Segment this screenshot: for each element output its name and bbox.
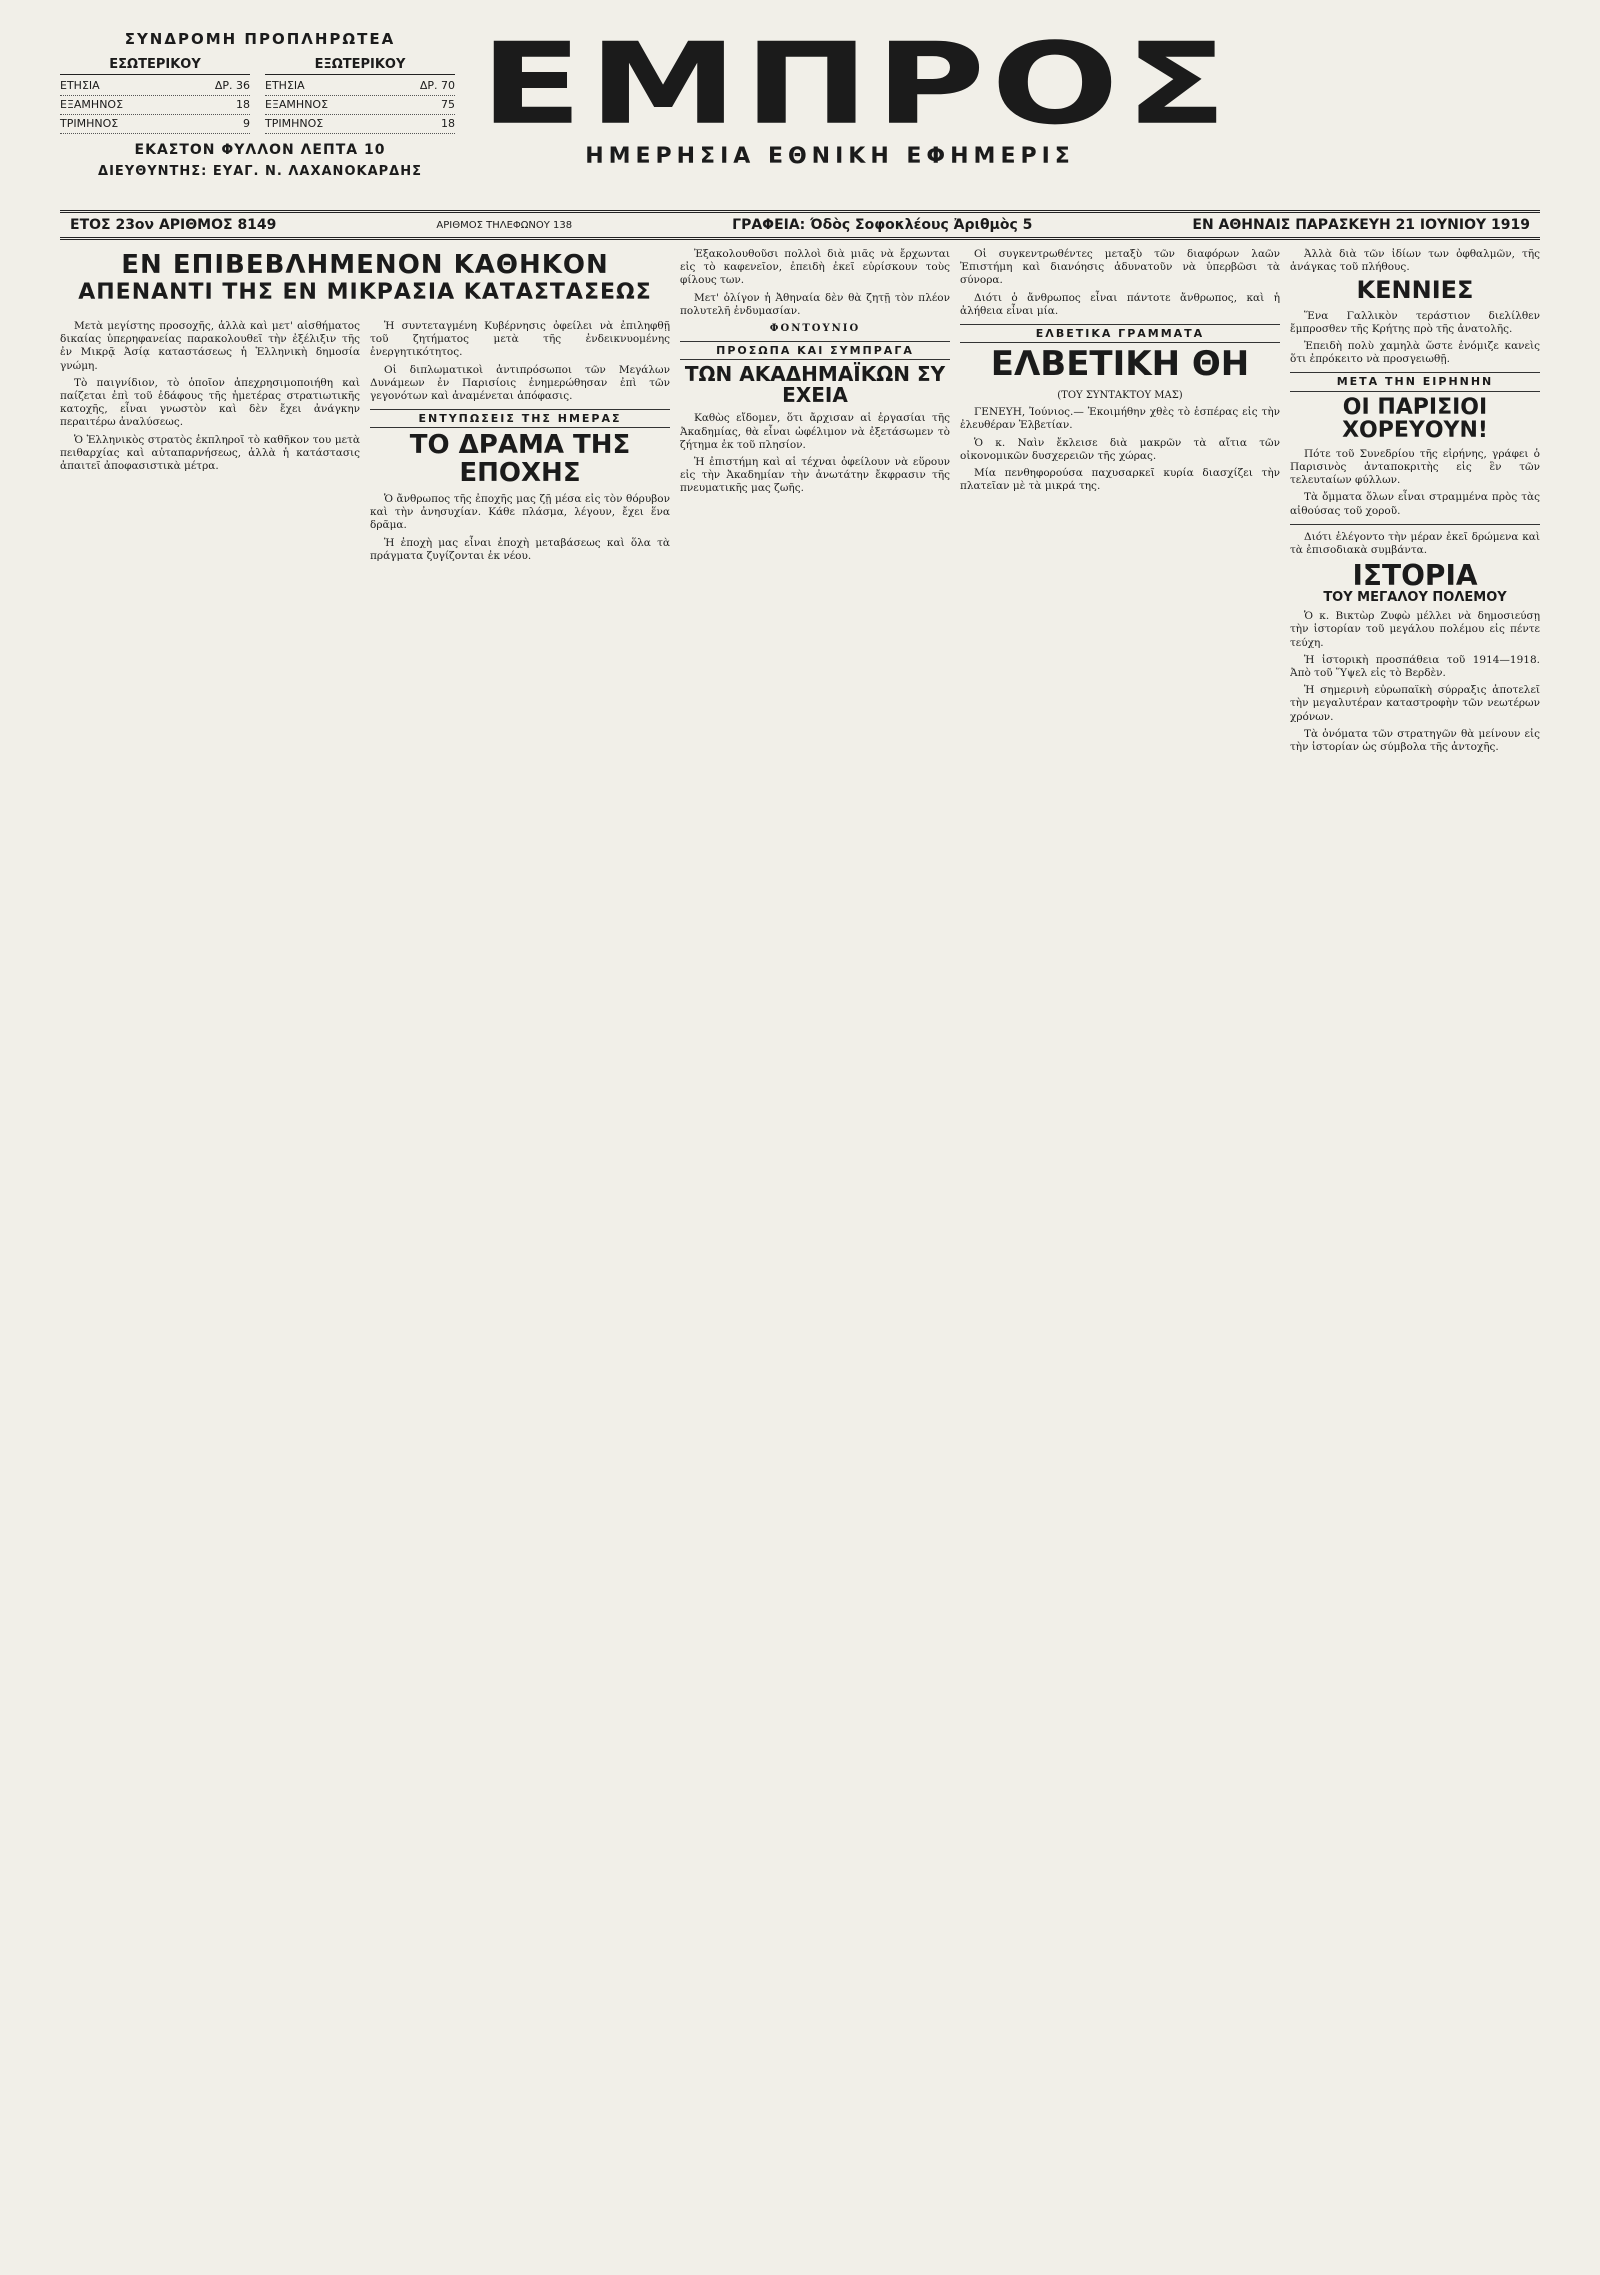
article-paragraph: Ἀλλὰ διὰ τῶν ἰδίων των ὀφθαλμῶν, τῆς ἀνάγκας τοῦ πλήθους. [1290,248,1540,274]
issue-number: ΕΤΟΣ 23ον ΑΡΙΘΜΟΣ 8149 [70,217,277,233]
column-2 [370,320,670,2260]
rate-row [265,115,455,134]
article-headline: ΟΙ ΠΑΡΙΣΙΟΙ ΧΟΡΕΥΟΥΝ! [1342,394,1488,443]
date-bar [60,210,1540,240]
article-paragraph: Ἡ ἐποχὴ μας εἶναι ἐποχὴ μεταβάσεως καὶ ὅλα τὰ πράγματα ζυγίζονται ἐκ νέου. [370,536,670,562]
rate-price: 9 [243,117,250,130]
article-paragraph: Καθὼς εἴδομεν, ὅτι ἄρχισαν αἱ ἐργασίαι τῆς Ἀκαδημίας, θὰ εἶναι ὠφέλιμον νὰ ἐξετάσωμεν τὸ ζήτημα ἐκ τοῦ πλησίον. [680,412,950,451]
section-label: ΕΝΤΥΠΩΣΕΙΣ ΤΗΣ ΗΜΕΡΑΣ [370,409,670,428]
article-signature: ΦΟΝΤΟΥΝΙΟ [769,323,861,335]
article-headline: ΤΟ ΔΡΑΜΑ ΤΗΣ ΕΠΟΧΗΣ [409,430,631,488]
article-headline: ΕΛΒΕΤΙΚΗ ΘΗ [990,344,1250,385]
article-paragraph: Μία πενθηφορούσα παχυσαρκεῖ κυρία διασχίζει τὴν πλατεῖαν μὲ τὰ μικρά της. [960,466,1280,493]
article-paragraph: Τὰ ὀνόματα τῶν στρατηγῶν θὰ μείνουν εἰς τὴν ἱστορίαν ὡς σύμβολα τῆς ἀντοχῆς. [1290,727,1540,754]
article-paragraph: Μετ' ὀλίγον ἡ Ἀθηναία δὲν θὰ ζητῇ τὸν πλέον πολυτελῆ ἐνδυμασίαν. [680,291,950,317]
newspaper-title: ΕΜΠΡΟΣ [480,19,1234,150]
article-paragraph: Ἡ ἐπιστήμη καὶ αἱ τέχναι ὀφείλουν νὰ εὕρουν εἰς τὴν Ἀκαδημίαν τὴν ἀνωτάτην ἔκφρασιν τῆς πνευματικῆς μας ζωῆς. [680,456,950,495]
column-5 [1290,248,1540,2258]
column-3 [680,248,950,2258]
newspaper-subtitle: ΗΜΕΡΗΣΙΑ ΕΘΝΙΚΗ ΕΦΗΜΕΡΙΣ [585,144,1075,169]
article-paragraph: Διότι ὁ ἄνθρωπος εἶναι πάντοτε ἄνθρωπος, καὶ ἡ ἀλήθεια εἶναι μία. [960,291,1280,317]
article-headline: ΤΩΝ ΑΚΑΔΗΜΑΪΚΩΝ ΣΥ ΕΧΕΙΑ [684,362,946,408]
rate-period: ΕΞΑΜΗΝΟΣ [265,98,329,111]
article-paragraph: Ὁ ἄνθρωπος τῆς ἐποχῆς μας ζῇ μέσα εἰς τὸν θόρυβον καὶ τὴν ἀνησυχίαν. Κάθε πλάσμα, λέγουν, ἔχει ἕνα δρᾶμα. [370,493,670,532]
section-label: ΜΕΤΑ ΤΗΝ ΕΙΡΗΝΗΝ [1290,372,1540,391]
foreign-label: ΕΞΩΤΕΡΙΚΟΥ [265,56,455,75]
rate-row [265,96,455,115]
article-paragraph: Ὁ Ἑλληνικὸς στρατὸς ἐκπληροῖ τὸ καθῆκον του μετὰ πειθαρχίας καὶ αὐταπαρνήσεως, ἀλλὰ ἡ κατάστασις ἀπαιτεῖ ἀποφασιστικὰ μέτρα. [60,433,360,473]
office-address: ΓΡΑΦΕΙΑ: Όδὸς Σοφοκλέους Ἀριθμὸς 5 [732,217,1033,233]
rate-row [265,77,455,96]
article-headline: ΙΣΤΟΡΙΑ [1352,559,1478,593]
article-paragraph: Μετὰ μεγίστης προσοχῆς, ἀλλὰ καὶ μετ' αἰσθήματος δικαίας ὑπερηφανείας παρακολουθεῖ τὴν ἐξέλιξιν τῆς ἐν Μικρᾷ Ἀσίᾳ καταστάσεως ἡ Ἑλληνικὴ δημοσία γνώμη. [60,320,360,372]
subscriptions-title: ΣΥΝΔΡΟΜΗ ΠΡΟΠΛΗΡΩΤΕΑ [124,30,396,48]
article-paragraph: Ἐξακολουθοῦσι πολλοὶ διὰ μιᾶς νὰ ἔρχωνται εἰς τὸ καφενεῖον, ἐπειδὴ ἐκεῖ εὑρίσκουν τοὺς φίλους των. [680,248,950,287]
article-paragraph: Οἱ διπλωματικοὶ ἀντιπρόσωποι τῶν Μεγάλων Δυνάμεων ἐν Παρισίοις ἐνημερώθησαν ἐπὶ τῶν γεγονότων καὶ ἀναμένεται ἀπόφασις. [370,363,670,403]
article-paragraph: Διότι ἐλέγοντο τὴν μέραν ἐκεῖ δρώμενα καὶ τὰ ἐπισοδιακὰ συμβάντα. [1290,530,1540,557]
article-paragraph: Ἡ ἱστορικὴ προσπάθεια τοῦ 1914—1918. Ἀπὸ τοῦ Ὕψελ εἰς τὸ Βερδὲν. [1290,653,1540,680]
domestic-rates [60,56,250,134]
masthead [60,19,1540,200]
section-headline: ΚΕΝΝΙΕΣ [1356,276,1474,305]
article-paragraph: Τὸ παιγνίδιον, τὸ ὁποῖον ἀπεχρησιμοποιήθη καὶ παίζεται ἐπὶ τοῦ ἐδάφους τῆς ἡμετέρας στρατιωτικῆς κατοχῆς, εἶναι γνωστὸν καὶ δὲν ἔχει ἀνάγκην περαιτέρω ἀναλύσεως. [60,376,360,429]
article-subheadline: ΤΟΥ ΜΕΓΑΛΟΥ ΠΟΛΕΜΟΥ [1323,589,1507,605]
issue-date: ΕΝ ΑΘΗΝΑΙΣ ΠΑΡΑΣΚΕΥΗ 21 ΙΟΥΝΙΟΥ 1919 [1192,217,1530,233]
rate-period: ΕΤΗΣΙΑ [265,79,305,92]
rate-row [60,115,250,134]
rate-price: 18 [236,98,250,111]
rate-period: ΤΡΙΜΗΝΟΣ [60,117,119,130]
article-paragraph: Οἱ συγκεντρωθέντες μεταξὺ τῶν διαφόρων λαῶν Ἐπιστήμη καὶ διανόησις ἀδυνατοῦν νὰ ὑπερβῶσι τὰ σύνορα. [960,248,1280,287]
section-label: ΠΡΟΣΩΠΑ ΚΑΙ ΣΥΜΠΡΑΓΑ [680,341,950,360]
rate-price: 75 [441,98,455,111]
article-paragraph: Τὰ ὄμματα ὅλων εἶναι στραμμένα πρὸς τὰς αἰθούσας τοῦ χοροῦ. [1290,491,1540,517]
rate-period: ΤΡΙΜΗΝΟΣ [265,117,324,130]
article-paragraph: Ὁ κ. Ναὶν ἔκλεισε διὰ μακρῶν τὰ αἴτια τῶν οἰκονομικῶν δυσχερειῶν τῆς χώρας. [960,436,1280,462]
phone-number: ΑΡΙΘΜΟΣ ΤΗΛΕΦΩΝΟΥ 138 [436,219,573,231]
column-4 [960,248,1280,2258]
lead-headline-line-2: ΑΠΕΝΑΝΤΙ ΤΗΣ ΕΝ ΜΙΚΡΑΣΙΑ ΚΑΤΑΣΤΑΣΕΩΣ [78,280,652,305]
lead-headline [60,250,670,314]
rate-price: 18 [441,117,455,130]
article-paragraph: Ἡ συντεταγμένη Κυβέρνησις ὀφείλει νὰ ἐπιληφθῇ τοῦ ζητήματος μετὰ τῆς ἐνδεικνυομένης ἐνεργητικότητος. [370,320,670,359]
rate-period: ΕΞΑΜΗΝΟΣ [60,98,124,111]
article-paragraph: ΓΕΝΕΥΗ, Ἰούνιος.— Ἐκοιμήθην χθὲς τὸ ἑσπέρας εἰς τὴν ἐλευθέραν Ἑλβετίαν. [960,406,1280,432]
column-rule [1290,524,1540,525]
title-block [480,19,1234,200]
director-line: ΔΙΕΥΘΥΝΤΗΣ: ΕΥΑΓ. Ν. ΛΑΧΑΝΟΚΑΡΔΗΣ [98,164,422,179]
subscription-box [60,30,460,195]
rate-price: ΔΡ. 36 [214,79,250,92]
article-byline: (ΤΟΥ ΣΥΝΤΑΚΤΟΥ ΜΑΣ) [1057,389,1183,401]
rate-price: ΔΡ. 70 [419,79,455,92]
lead-headline-line-1: ΕΝ ΕΠΙΒΕΒΛΗΜΕΝΟΝ ΚΑΘΗΚΟΝ [121,250,609,280]
rate-row [60,96,250,115]
foreign-rates [265,56,455,134]
domestic-label: ΕΣΩΤΕΡΙΚΟΥ [60,56,250,75]
rate-period: ΕΤΗΣΙΑ [60,79,100,92]
article-paragraph: Ἕνα Γαλλικὸν τεράστιον διελίλθεν ἔμπροσθεν τῆς Κρήτης πρὸ τῆς ἀνατολῆς. [1290,309,1540,335]
article-paragraph: Ἐπειδὴ πολὺ χαμηλὰ ὥστε ἐνόμιζε κανεὶς ὅτι ἐπρόκειτο νὰ προσγειωθῇ. [1290,340,1540,366]
column-1 [60,320,360,2260]
article-paragraph: Ἡ σημερινὴ εὐρωπαϊκὴ σύρραξις ἀποτελεῖ τὴν μεγαλυτέραν καταστροφὴν τῶν νεωτέρων χρόνων. [1290,684,1540,723]
issue-price: ΕΚΑΣΤΟΝ ΦΥΛΛΟΝ ΛΕΠΤΑ 10 [134,142,386,158]
rate-row [60,77,250,96]
section-label: ΕΛΒΕΤΙΚΑ ΓΡΑΜΜΑΤΑ [960,324,1280,343]
article-paragraph: Πότε τοῦ Συνεδρίου τῆς εἰρήνης, γράφει ὁ Παρισινὸς ἀνταποκριτὴς εἰς ἓν τῶν τελευταίων φύλλων. [1290,447,1540,487]
article-paragraph: Ὁ κ. Βικτὼρ Ζυφὼ μέλλει νὰ δημοσιεύσῃ τὴν ἱστορίαν τοῦ μεγάλου πολέμου εἰς πέντε τεύχη. [1290,610,1540,649]
